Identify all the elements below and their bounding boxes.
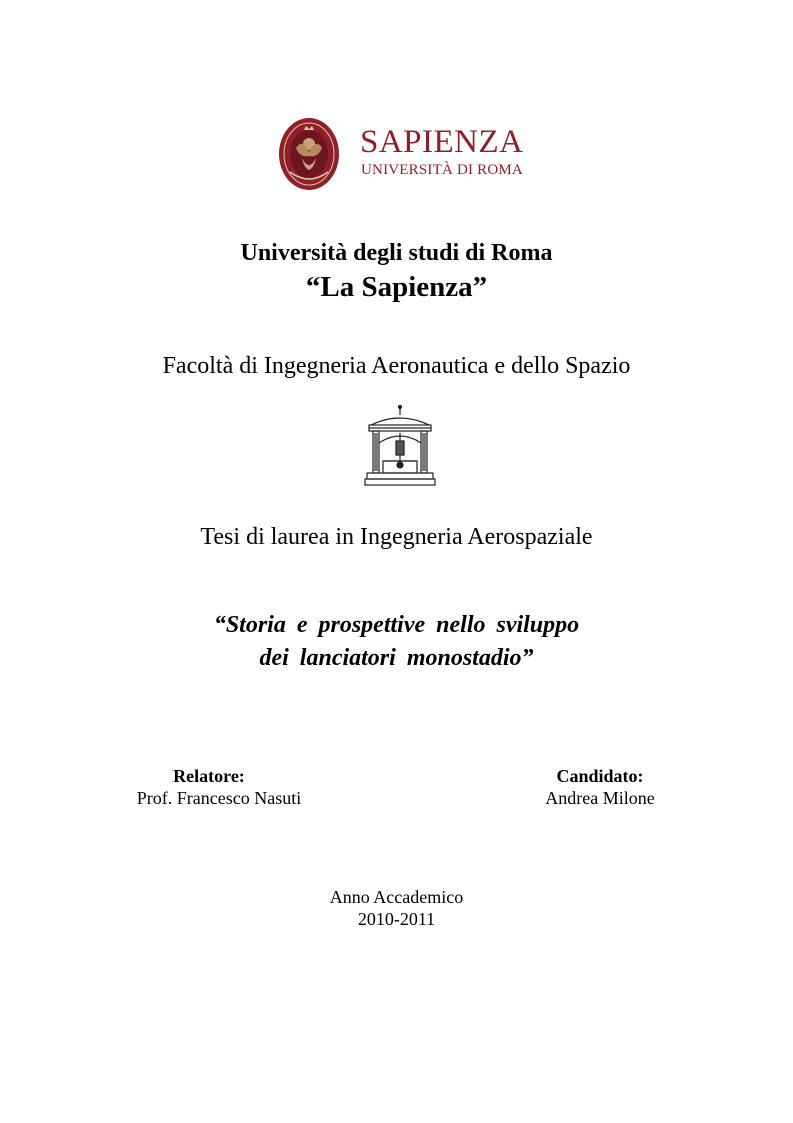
sapienza-seal-icon (278, 116, 340, 192)
university-logo (278, 116, 528, 192)
candidate-name: Andrea Milone (545, 788, 655, 808)
university-name: Università degli studi di Roma (240, 240, 553, 266)
thesis-title-line-2: dei lanciatori monostadio” (259, 645, 534, 671)
advisor-label: Relatore: (173, 766, 245, 786)
faculty-name: Facoltà di Ingegneria Aeronautica e dello Spazio (162, 353, 631, 379)
candidate-label: Candidato: (556, 766, 644, 786)
academic-year-label: Anno Accademico (329, 887, 464, 907)
logo-wordmark-sub: UNIVERSITÀ DI ROMA (361, 162, 523, 178)
thesis-title-line-1: “Storia e prospettive nello sviluppo (213, 612, 580, 638)
logo-wordmark-main: SAPIENZA (360, 124, 524, 160)
university-nickname: “La Sapienza” (305, 271, 488, 303)
academic-year-value: 2010-2011 (357, 909, 436, 929)
thesis-type: Tesi di laurea in Ingegneria Aerospaziale (200, 524, 593, 550)
faculty-temple-emblem-icon (363, 403, 437, 489)
advisor-name: Prof. Francesco Nasuti (136, 788, 302, 808)
